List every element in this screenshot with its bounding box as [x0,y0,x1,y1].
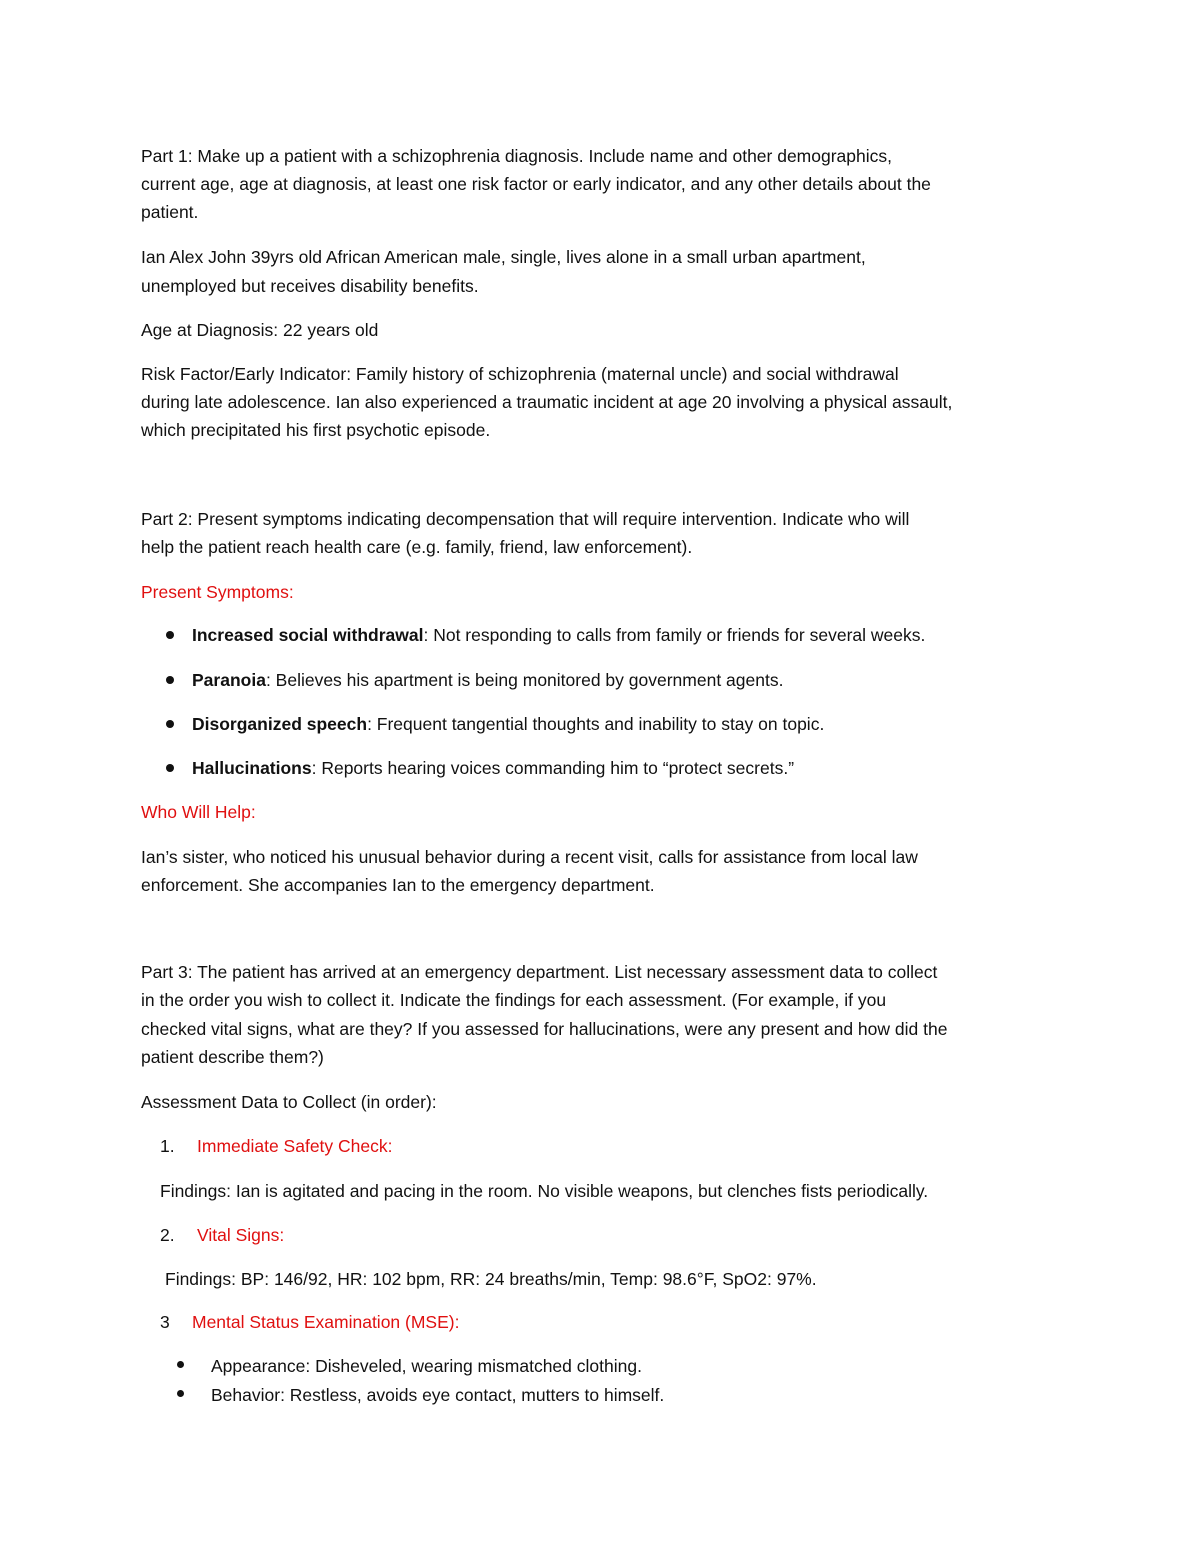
bullet-icon [177,1390,184,1397]
symptom-item [192,754,794,783]
bullet-icon [166,764,174,772]
assessment-findings: Findings: BP: 146/92, HR: 102 bpm, RR: 24 breaths/min, Temp: 98.6°F, SpO2: 97%. [165,1269,817,1289]
risk-factor-line: which precipitated his first psychotic episode. [141,420,491,440]
list-number: 3 [160,1312,170,1332]
bullet-icon [166,720,174,728]
part3-prompt-line: in the order you wish to collect it. Indicate the findings for each assessment. (For example, if you [141,990,887,1010]
symptom-description: : Believes his apartment is being monitored by government agents. [265,670,784,690]
risk-factor-line: during late adolescence. Ian also experienced a traumatic incident at age 20 involving a physical assault, [141,392,953,412]
age-at-diagnosis: Age at Diagnosis: 22 years old [141,320,379,340]
symptom-description: : Reports hearing voices commanding him to “protect secrets.” [311,758,795,778]
mse-bullet-item: Behavior: Restless, avoids eye contact, mutters to himself. [211,1385,665,1405]
part1-prompt-line: current age, age at diagnosis, at least one risk factor or early indicator, and any other details about the [141,174,931,194]
list-number: 2. [160,1225,175,1245]
who-will-help-line: enforcement. She accompanies Ian to the emergency department. [141,875,655,895]
part1-prompt-line: Part 1: Make up a patient with a schizophrenia diagnosis. Include name and other demographics, [141,146,893,166]
patient-demographics-line: unemployed but receives disability benefits. [141,276,479,296]
symptom-term: Increased social withdrawal [192,625,424,645]
present-symptoms-heading: Present Symptoms: [141,582,294,602]
part3-prompt-line: Part 3: The patient has arrived at an emergency department. List necessary assessment data to collect [141,962,938,982]
part2-prompt-line: help the patient reach health care (e.g. family, friend, law enforcement). [141,537,693,557]
assessment-findings: Findings: Ian is agitated and pacing in the room. No visible weapons, but clenches fists periodically. [160,1181,929,1201]
bullet-icon [166,676,174,684]
symptom-description: : Frequent tangential thoughts and inability to stay on topic. [367,714,825,734]
symptom-item [192,621,925,650]
symptom-item [192,666,783,695]
symptom-term: Hallucinations [192,758,312,778]
part3-prompt-line: patient describe them?) [141,1047,324,1067]
risk-factor-line: Risk Factor/Early Indicator: Family history of schizophrenia (maternal uncle) and social withdrawal [141,364,899,384]
symptom-item [192,710,824,739]
patient-demographics-line: Ian Alex John 39yrs old African American male, single, lives alone in a small urban apartment, [141,247,866,267]
part2-prompt-line: Part 2: Present symptoms indicating decompensation that will require intervention. Indicate who will [141,509,910,529]
symptom-description: : Not responding to calls from family or friends for several weeks. [423,625,926,645]
part1-prompt-line: patient. [141,202,199,222]
assessment-title: Vital Signs: [197,1225,285,1245]
bullet-icon [166,631,174,639]
assessment-heading: Assessment Data to Collect (in order): [141,1092,437,1112]
assessment-title: Mental Status Examination (MSE): [192,1312,460,1332]
bullet-icon [177,1361,184,1368]
mse-bullet-item: Appearance: Disheveled, wearing mismatched clothing. [211,1356,642,1376]
part3-prompt-line: checked vital signs, what are they? If you assessed for hallucinations, were any present and how did the [141,1019,948,1039]
list-number: 1. [160,1136,175,1156]
assessment-title: Immediate Safety Check: [197,1136,393,1156]
symptom-term: Paranoia [192,670,266,690]
symptom-term: Disorganized speech [192,714,368,734]
who-will-help-heading: Who Will Help: [141,802,256,822]
who-will-help-line: Ian’s sister, who noticed his unusual behavior during a recent visit, calls for assistance from local law [141,847,918,867]
